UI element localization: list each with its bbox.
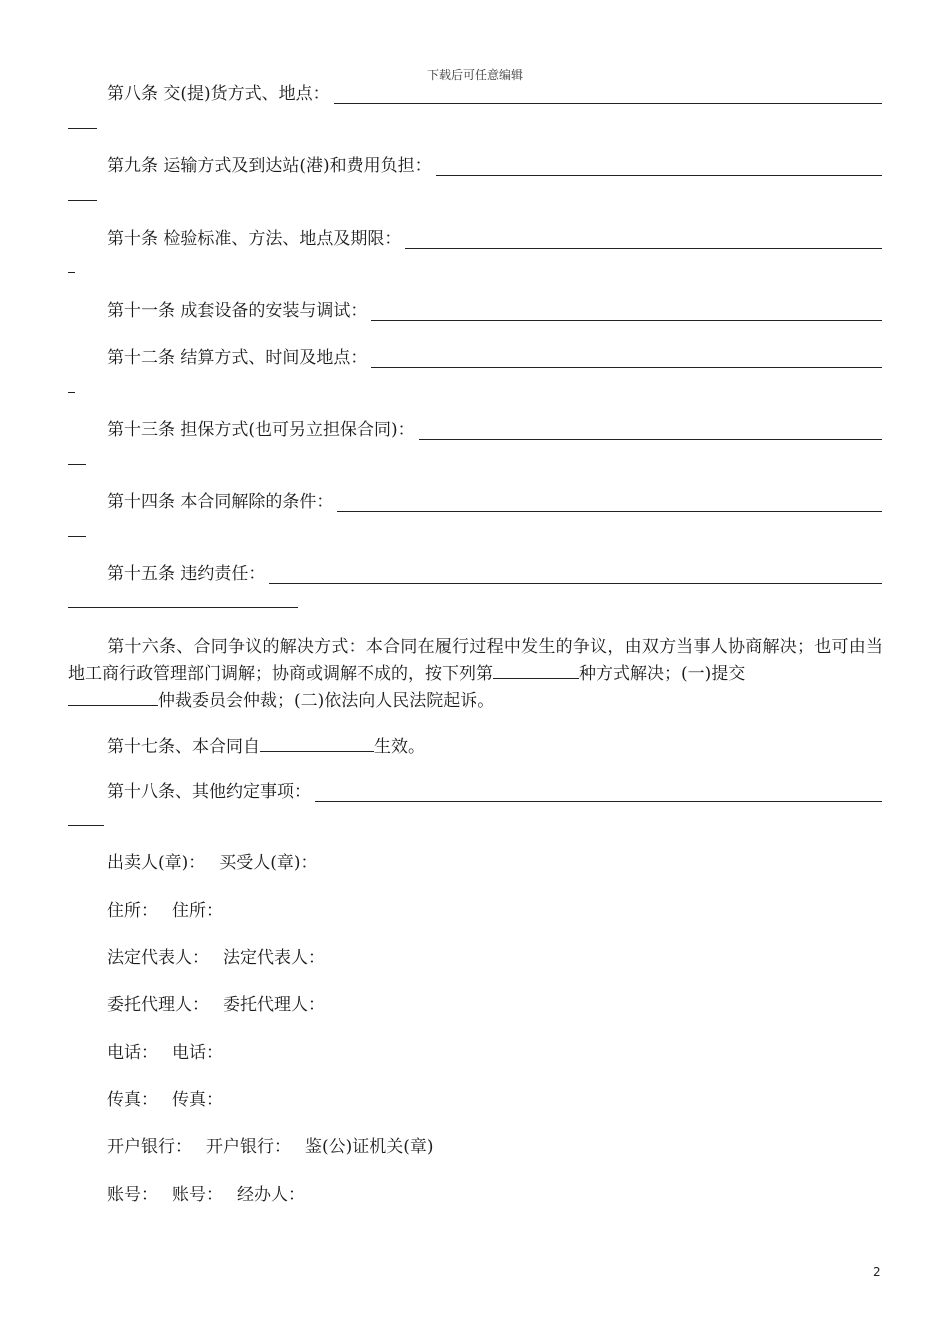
clause-17-text-2: 生效。 — [374, 737, 425, 757]
clause-9-blank-continuation — [68, 200, 97, 201]
clause-14-blank-continuation — [68, 536, 86, 537]
buyer-address-label: 住所： — [172, 901, 223, 921]
clause-8-blank-continuation — [68, 128, 97, 129]
buyer-bank-label: 开户银行： — [206, 1137, 291, 1157]
page-header-note: 下载后可任意编辑 — [426, 68, 523, 82]
clause-18-label: 第十八条、其他约定事项： — [107, 782, 311, 802]
clause-15-label: 第十五条 违约责任： — [107, 564, 266, 584]
seller-phone-label: 电话： — [107, 1043, 158, 1063]
clause-17 — [107, 735, 425, 757]
seller-address-label: 住所： — [107, 901, 158, 921]
clause-16-text-2: 种方式解决；(一)提交 — [579, 664, 746, 684]
clause-14-blank[interactable] — [337, 495, 882, 512]
buyer-account-label: 账号： — [172, 1185, 223, 1205]
seller-bank-label: 开户银行： — [107, 1137, 192, 1157]
clause-10-label: 第十条 检验标准、方法、地点及期限： — [107, 229, 402, 249]
signature-row-address — [107, 901, 223, 921]
clause-15-blank[interactable] — [269, 567, 882, 584]
buyer-legal-rep-label: 法定代表人： — [223, 948, 325, 968]
clause-16 — [68, 634, 883, 715]
clause-13-blank[interactable] — [419, 423, 882, 440]
clause-12-label: 第十二条 结算方式、时间及地点： — [107, 348, 368, 368]
clause-10-blank-continuation — [68, 272, 75, 273]
signature-row-phone — [107, 1043, 223, 1063]
clause-11-label: 第十一条 成套设备的安装与调试： — [107, 301, 368, 321]
clause-8-label: 第八条 交(提)货方式、地点： — [107, 84, 330, 104]
clause-8 — [107, 84, 882, 104]
signature-row-seal — [107, 853, 318, 873]
signature-row-legal-rep — [107, 948, 325, 968]
clause-18-blank[interactable] — [315, 785, 882, 802]
clause-12 — [107, 348, 882, 368]
seller-seal-label: 出卖人(章)： — [107, 853, 206, 873]
buyer-fax-label: 传真： — [172, 1090, 223, 1110]
seller-legal-rep-label: 法定代表人： — [107, 948, 209, 968]
clause-16-text-3: 仲裁委员会仲裁；(二)依法向人民法院起诉。 — [158, 691, 495, 711]
clause-16-method-blank[interactable] — [493, 661, 579, 679]
buyer-phone-label: 电话： — [172, 1043, 223, 1063]
clause-15-blank-continuation — [68, 607, 298, 608]
clause-10 — [107, 229, 882, 249]
clause-10-blank[interactable] — [405, 232, 882, 249]
seller-agent-label: 委托代理人： — [107, 995, 209, 1015]
clause-9 — [107, 156, 882, 176]
clause-12-blank-continuation — [68, 392, 75, 393]
page-number: 2 — [873, 1265, 881, 1279]
clause-17-date-blank[interactable] — [260, 735, 374, 752]
clause-15 — [107, 564, 882, 584]
seller-fax-label: 传真： — [107, 1090, 158, 1110]
buyer-seal-label: 买受人(章)： — [219, 853, 318, 873]
signature-row-fax — [107, 1090, 223, 1110]
signature-row-agent — [107, 995, 325, 1015]
clause-13 — [107, 420, 882, 440]
clause-16-text-1: 第十六条、合同争议的解决方式：本合同在履行过程中发生的争议，由双方当事人协商解决；也可由当地工商行政管理部门调解；协商或调解不成的，按下列第 — [68, 637, 883, 684]
signature-row-account — [107, 1185, 305, 1205]
clause-14 — [107, 492, 882, 512]
handler-label: 经办人： — [237, 1185, 305, 1205]
clause-13-blank-continuation — [68, 464, 86, 465]
clause-9-blank[interactable] — [436, 159, 882, 176]
clause-14-label: 第十四条 本合同解除的条件： — [107, 492, 334, 512]
clause-13-label: 第十三条 担保方式(也可另立担保合同)： — [107, 420, 415, 440]
clause-12-blank[interactable] — [371, 351, 882, 368]
notary-seal-label: 鉴(公)证机关(章) — [305, 1137, 434, 1157]
clause-8-blank[interactable] — [334, 87, 882, 104]
clause-11-blank[interactable] — [371, 304, 882, 321]
clause-16-arbitration-blank[interactable] — [68, 688, 158, 706]
clause-11 — [107, 301, 882, 321]
clause-18-blank-continuation — [68, 825, 104, 826]
clause-9-label: 第九条 运输方式及到达站(港)和费用负担： — [107, 156, 432, 176]
signature-row-bank — [107, 1137, 434, 1157]
clause-18 — [107, 782, 882, 802]
buyer-agent-label: 委托代理人： — [223, 995, 325, 1015]
clause-17-text-1: 第十七条、本合同自 — [107, 737, 260, 757]
seller-account-label: 账号： — [107, 1185, 158, 1205]
